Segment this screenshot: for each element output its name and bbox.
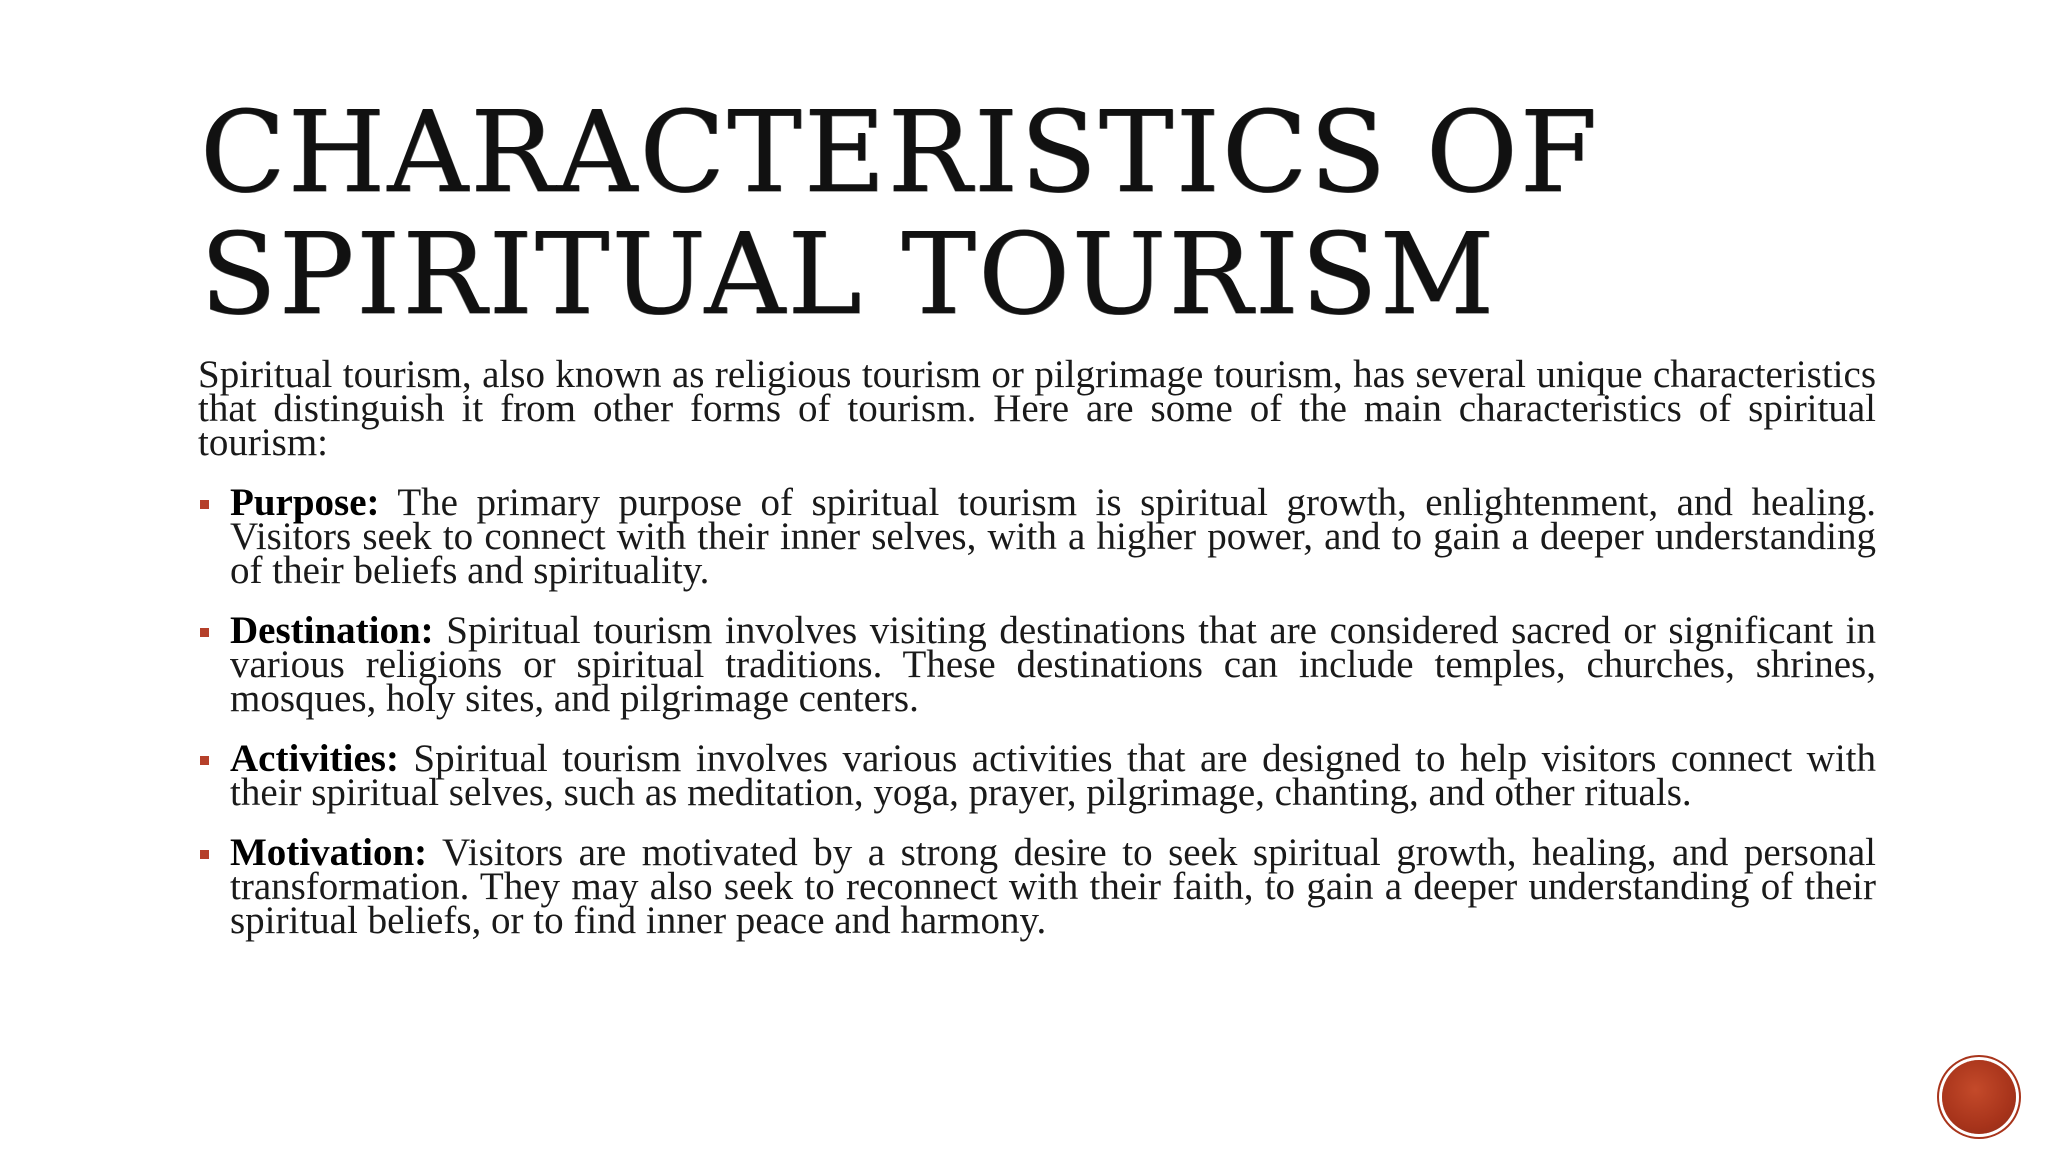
list-item-activities [198,737,1876,814]
list-item-purpose [198,481,1876,592]
list-item-destination [198,609,1876,720]
bullet-square-icon [200,850,209,859]
bullet-square-icon [200,500,209,509]
bullet-term: Activities: [230,737,399,780]
intro-paragraph: Spiritual tourism, also known as religious tourism or pilgrimage tourism, has several unique characteristics that distinguish it from other forms of tourism. Here are some of the main characteristics of spiritual tourism: [198,353,1876,464]
slide-title [200,88,1840,340]
bullet-term: Destination: [230,609,434,652]
bullet-term: Motivation: [230,831,428,874]
bullet-text: Visitors are motivated by a strong desire to seek spiritual growth, healing, and personal transformation. They may also seek to reconnect with their faith, to gain a deeper understanding of their spiritual beliefs, or to find inner peace and harmony. [230,831,1876,942]
slide-title-line-1: CHARACTERISTICS OF [200,88,1600,218]
bullet-text: Spiritual tourism involves various activities that are designed to help visitors connect with their spiritual selves, such as meditation, yoga, prayer, pilgrimage, chanting, and other rituals. [230,737,1876,814]
slide-nav-circle-button[interactable] [1942,1060,2016,1134]
bullet-term: Purpose: [230,481,380,524]
bullet-square-icon [200,628,209,637]
list-item-motivation [198,831,1876,942]
bullet-text: Spiritual tourism involves visiting destinations that are considered sacred or significant in various religions or spiritual traditions. These destinations can include temples, churches, shrines, mosques, holy sites, and pilgrimage centers. [230,609,1876,720]
slide-title-line-2: SPIRITUAL TOURISM [200,210,1497,340]
bullet-square-icon [200,756,209,765]
bullet-text: The primary purpose of spiritual tourism is spiritual growth, enlightenment, and healing. Visitors seek to connect with their inner selves, with a higher power, and to gain a deeper understanding of their beliefs and spirituality. [230,481,1876,592]
characteristics-list [198,481,1876,942]
slide-content [198,353,1876,964]
